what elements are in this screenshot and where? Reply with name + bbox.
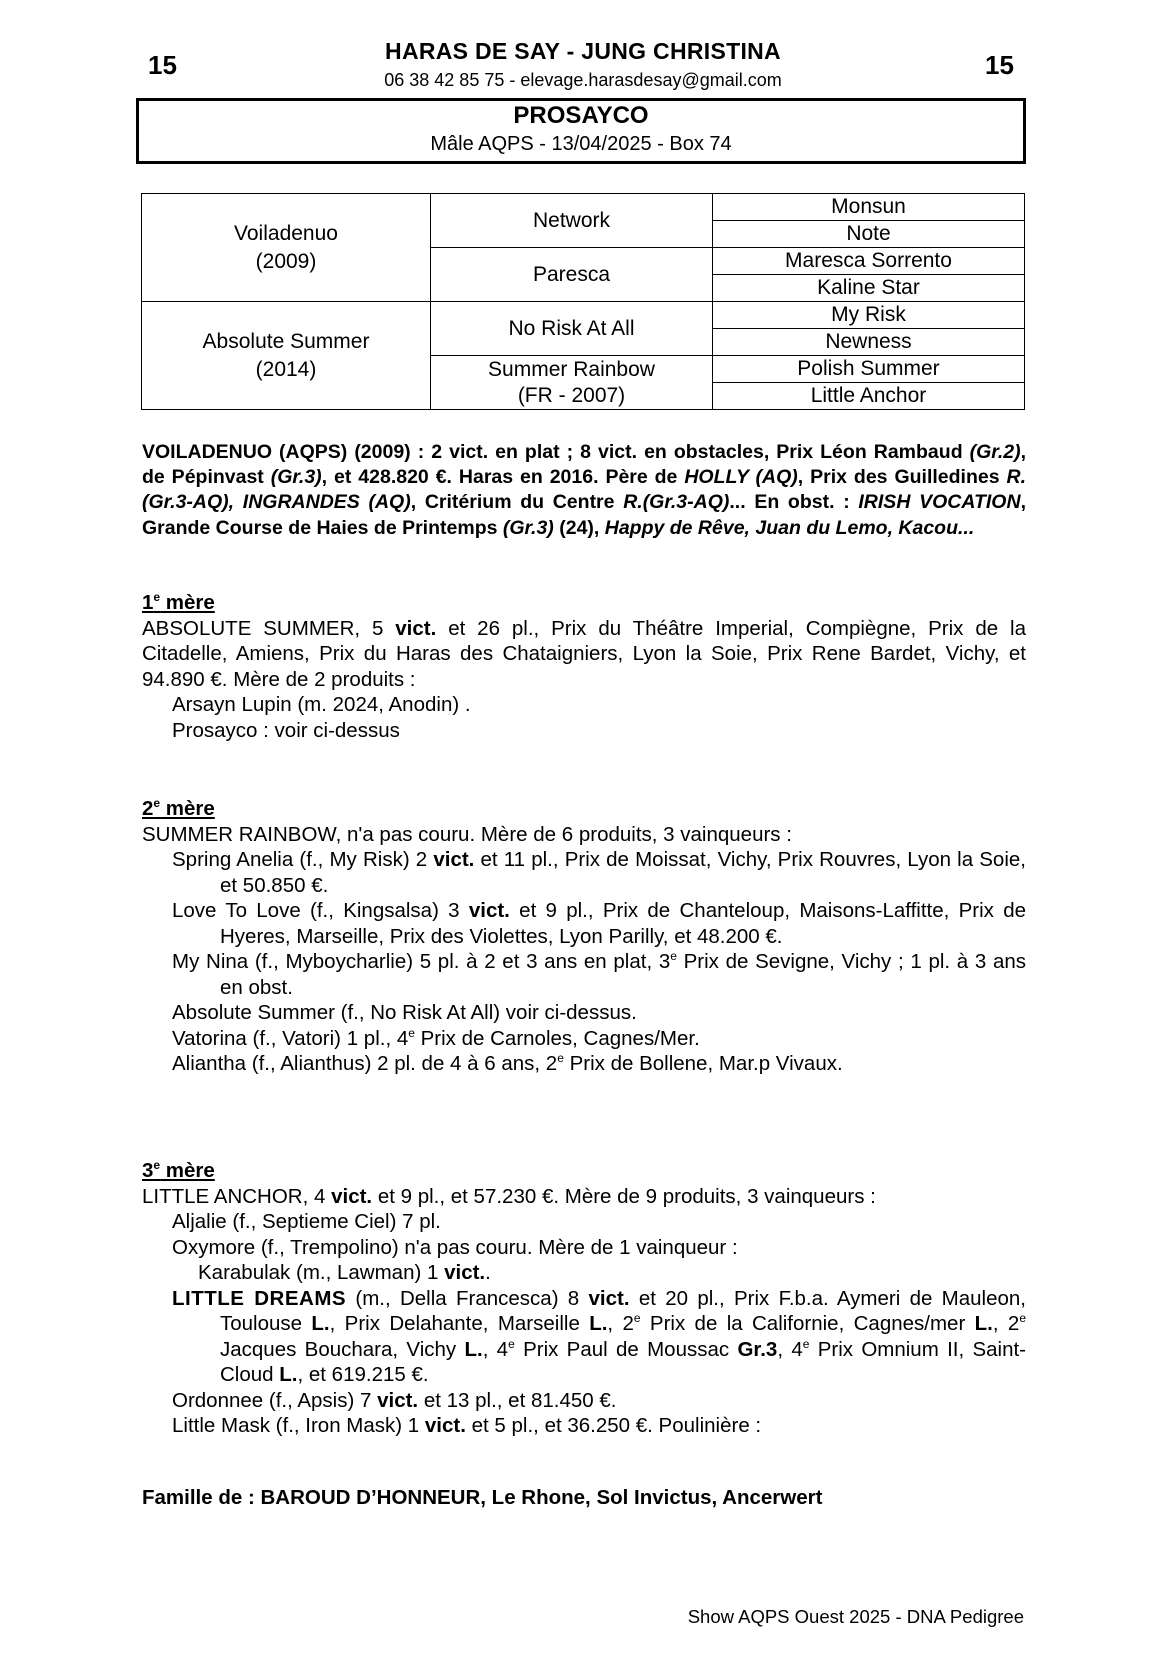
pedigree-sss: Monsun <box>713 194 1025 221</box>
dam-dam-name: Summer Rainbow <box>488 357 655 381</box>
product-oxymore: Oxymore (f., Trempolino) n'a pas couru. Mère de 1 vainqueur : <box>172 1235 738 1259</box>
second-dam-heading: 2e mère <box>142 796 215 820</box>
product-absolute-summer: Absolute Summer (f., No Risk At All) voir ci-dessus. <box>172 1001 637 1024</box>
sire-year: (2009) <box>255 249 317 273</box>
product-love-to-love: Love To Love (f., Kingsalsa) 3 vict. et 9 pl., Prix de Chanteloup, Maisons-Laffitte, Prix de Hyeres, Marseille, Prix des Violettes, Lyon Parilly, et 48.200 €. <box>172 899 1026 948</box>
pedigree-sire-sire: Network <box>431 194 713 248</box>
pedigree-sire <box>142 194 431 302</box>
horse-name: PROSAYCO <box>513 102 649 129</box>
pedigree-dds: Polish Summer <box>713 356 1025 383</box>
pedigree-sire-dam: Paresca <box>431 248 713 302</box>
product-ordonnee: Ordonnee (f., Apsis) 7 vict. et 13 pl., et 81.450 €. <box>172 1388 617 1412</box>
first-dam-product-1: Arsayn Lupin (m. 2024, Anodin) . <box>172 693 471 716</box>
third-dam-section <box>142 1158 1026 1439</box>
product-vatorina: Vatorina (f., Vatori) 1 pl., 4e Prix de Carnoles, Cagnes/Mer. <box>172 1025 700 1050</box>
product-aliantha: Aliantha (f., Alianthus) 2 pl. de 4 à 6 ans, 2e Prix de Bollene, Mar.p Vivaux. <box>172 1051 843 1075</box>
pedigree-dss: My Risk <box>713 302 1025 329</box>
pedigree-ssd: Note <box>713 221 1025 248</box>
footer-text: Show AQPS Ouest 2025 - DNA Pedigree <box>687 1606 1024 1627</box>
product-spring-anelia: Spring Anelia (f., My Risk) 2 vict. et 11 pl., Prix de Moissat, Vichy, Prix Rouvres, Lyon la Soie, et 50.850 €. <box>172 848 1026 897</box>
first-dam-product-2: Prosayco : voir ci-dessus <box>172 718 400 742</box>
family-line: Famille de : BAROUD D’HONNEUR, Le Rhone, Sol Invictus, Ancerwert <box>142 1486 823 1509</box>
pedigree-sdd: Kaline Star <box>713 275 1025 302</box>
second-dam-section <box>142 796 1026 1077</box>
third-dam-heading: 3e mère <box>142 1158 215 1182</box>
pedigree-dsd: Newness <box>713 329 1025 356</box>
breeder-name: HARAS DE SAY - JUNG CHRISTINA <box>385 38 781 64</box>
pedigree-dam-dam <box>431 356 713 410</box>
lot-number-left: 15 <box>148 50 177 80</box>
pedigree-dam-sire: No Risk At All <box>431 302 713 356</box>
product-aljalie: Aljalie (f., Septieme Ciel) 7 pl. <box>172 1210 441 1233</box>
sire-description: VOILADENUO (AQPS) (2009) : 2 vict. en plat ; 8 vict. en obstacles, Prix Léon Rambaud (Gr.2), de Pépinvast (Gr.3), et 428.820 €. Haras en 2016. Père de HOLLY (AQ), Prix des Guilledines R.(Gr.3-AQ), INGRANDES (AQ), Critérium du Centre R.(Gr.3-AQ)... En obst. : IRISH VOCATION, Grande Course de Haies de Printemps (Gr.3) (24), Happy de Rêve, Juan du Lemo, Kacou... <box>142 441 1026 539</box>
first-dam-heading: 1e mère <box>142 590 215 614</box>
second-dam-intro: SUMMER RAINBOW, n'a pas couru. Mère de 6 produits, 3 vainqueurs : <box>142 822 792 846</box>
product-little-dreams: LITTLE DREAMS (m., Della Francesca) 8 vict. et 20 pl., Prix F.b.a. Aymeri de Mauleon, Toulouse L., Prix Delahante, Marseille L., 2e Prix de la Californie, Cagnes/mer L., 2e Jacques Bouchara, Vichy L., 4e Prix Paul de Moussac Gr.3, 4e Prix Omnium II, Saint-Cloud L., et 619.215 €. <box>172 1286 1027 1386</box>
lot-number-right: 15 <box>985 50 1014 80</box>
pedigree-ddd: Little Anchor <box>713 383 1025 410</box>
first-dam-text: ABSOLUTE SUMMER, 5 vict. et 26 pl., Prix du Théâtre Imperial, Compiègne, Prix de la Citadelle, Amiens, Prix du Haras des Chataigniers, Lyon la Soie, Prix Rene Bardet, Vichy, et 94.890 €. Mère de 2 produits : <box>142 616 1026 691</box>
third-dam-intro: LITTLE ANCHOR, 4 vict. et 9 pl., et 57.230 €. Mère de 9 produits, 3 vainqueurs : <box>142 1184 876 1208</box>
horse-details: Mâle AQPS - 13/04/2025 - Box 74 <box>430 133 732 155</box>
horse-title-box <box>136 98 1026 164</box>
pedigree-sds: Maresca Sorrento <box>713 248 1025 275</box>
product-my-nina: My Nina (f., Myboycharlie) 5 pl. à 2 et 3 ans en plat, 3e Prix de Sevigne, Vichy ; 1 pl. à 3 ans en obst. <box>172 949 1026 999</box>
dam-year: (2014) <box>255 357 317 381</box>
breeder-contact: 06 38 42 85 75 - elevage.harasdesay@gmail.com <box>384 70 782 90</box>
dam-dam-origin: (FR - 2007) <box>517 383 626 407</box>
first-dam-section <box>142 590 1026 743</box>
pedigree-dam <box>142 302 431 410</box>
product-little-mask: Little Mask (f., Iron Mask) 1 vict. et 5 pl., et 36.250 €. Poulinière : <box>172 1414 762 1437</box>
dam-name: Absolute Summer <box>202 329 370 353</box>
product-karabulak: Karabulak (m., Lawman) 1 vict.. <box>198 1261 491 1284</box>
pedigree-table <box>141 193 1025 410</box>
sire-name: Voiladenuo <box>234 221 338 245</box>
